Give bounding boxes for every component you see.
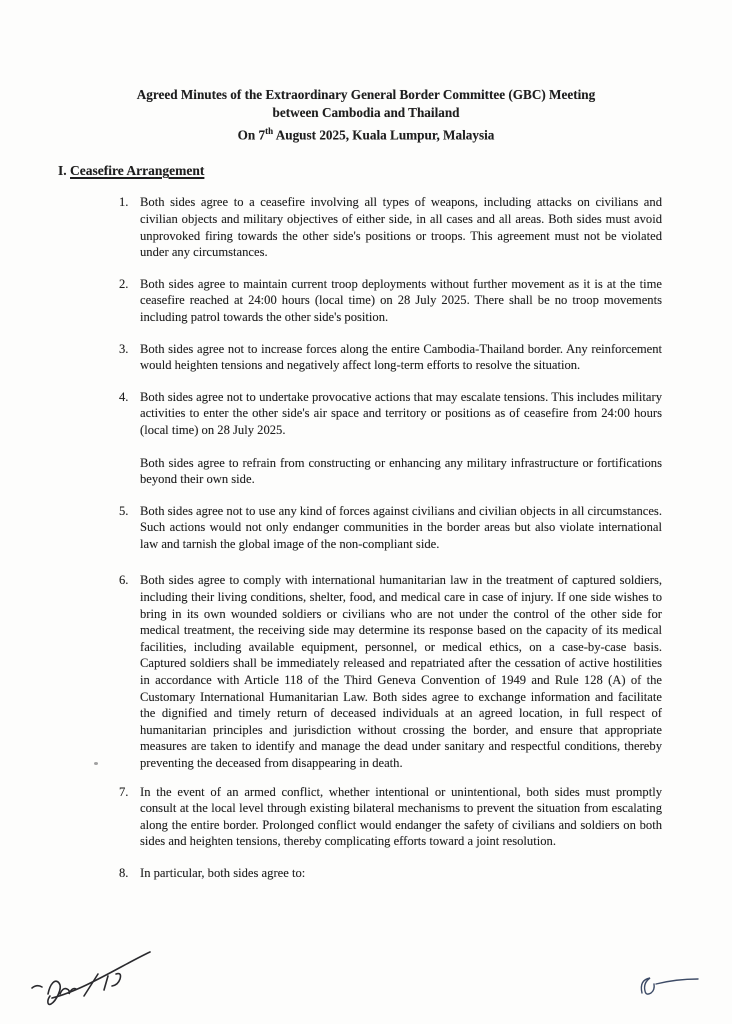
item-paragraph: Both sides agree not to undertake provocative actions that may escalate tensions. This includes military activities to enter the other side's air space and territory or positions as of ceasefire from 24:00 hours (local time) on 28 July 2025. xyxy=(140,389,662,437)
agreement-item-6 xyxy=(119,572,662,771)
item-number: 8. xyxy=(119,865,129,880)
agreement-item-4 xyxy=(119,389,662,488)
signature-right-icon xyxy=(628,970,702,1000)
section-number: I. xyxy=(58,163,67,179)
agreement-item-1 xyxy=(119,194,662,260)
item-number: 2. xyxy=(119,276,129,291)
signature-left-icon xyxy=(24,942,154,1008)
item-paragraph: Both sides agree to comply with international humanitarian law in the treatment of captured soldiers, including their living conditions, shelter, food, and medical care in case of injury. If one side wishes to bring in its own wounded soldiers or civilians who are not under the control of the other side for medical treatment, the receiving side may determine its response based on the capacity of its medical facilities, including available equipment, personnel, or medical ethics, on a case-by-case basis. Captured soldiers shall be immediately released and repatriated after the cessation of active hostilities in accordance with Article 118 of the Third Geneva Convention of 1949 and Rule 128 (A) of the Customary International Humanitarian Law. Both sides agree to exchange information and facilitate the dignified and timely return of deceased individuals at an agreed location, in full respect of humanitarian principles and jurisdiction without crossing the border, and ensure that appropriate measures are taken to identify and manage the dead under sanitary and respectful conditions, thereby preventing the deceased from disappearing in death. xyxy=(140,573,662,771)
title-date-line xyxy=(0,122,732,144)
scan-speck xyxy=(94,762,98,765)
item-paragraph: In particular, both sides agree to: xyxy=(140,865,306,880)
item-number: 4. xyxy=(119,389,129,404)
item-number: 6. xyxy=(119,573,129,588)
title-line-1: Agreed Minutes of the Extraordinary General Border Committee (GBC) Meeting xyxy=(136,87,596,102)
ceasefire-items-list xyxy=(119,194,662,881)
date-suffix: August 2025, Kuala Lumpur, Malaysia xyxy=(273,127,495,143)
item-paragraph: In the event of an armed conflict, whether intentional or unintentional, both sides must promptly consult at the local level through existing bilateral mechanisms to prevent the situation from escalating along the entire border. Prolonged conflict would endanger the safety of civilians and soldiers on both sides and heighten tensions, thereby complicating efforts toward a joint resolution. xyxy=(140,784,662,849)
section-title: Ceasefire Arrangement xyxy=(70,163,205,179)
item-paragraph: Both sides agree not to increase forces along the entire Cambodia-Thailand border. Any reinforcement would heighten tensions and negatively affect long-term efforts to resolve the situation. xyxy=(140,341,662,373)
item-paragraph: Both sides agree to maintain current troop deployments without further movement as it is at the time ceasefire reached at 24:00 hours (local time) on 28 July 2025. There shall be no troop movements including patrol towards the other side's position. xyxy=(140,276,662,324)
item-number: 7. xyxy=(119,784,129,799)
date-prefix: On 7 xyxy=(237,127,266,143)
item-number: 3. xyxy=(119,341,129,356)
document-title-block xyxy=(0,0,732,144)
item-number: 5. xyxy=(119,503,129,518)
agreement-item-3 xyxy=(119,341,662,374)
item-paragraph: Both sides agree not to use any kind of forces against civilians and civilian objects in all circumstances. Such actions would not only endanger communities in the border areas but also violate international law and tarnish the global image of the non-compliant side. xyxy=(140,503,662,551)
agreement-item-8 xyxy=(119,865,662,882)
agreement-item-7 xyxy=(119,784,662,850)
agreement-item-5 xyxy=(119,503,662,553)
item-number: 1. xyxy=(119,195,129,210)
date-ordinal-suffix: th xyxy=(265,126,274,136)
item-paragraph: Both sides agree to a ceasefire involving all types of weapons, including attacks on civilians and civilian objects and military objectives of either side, in all cases and all areas. Both sides must avoid unprovoked firing towards the other side's positions or troops. This agreement must not be violated under any circumstances. xyxy=(140,195,662,260)
item-paragraph: Both sides agree to refrain from constructing or enhancing any military infrastructure or fortifications beyond their own side. xyxy=(140,455,662,487)
title-line-2: between Cambodia and Thailand xyxy=(272,105,460,120)
agreement-item-2 xyxy=(119,276,662,326)
section-heading xyxy=(58,162,732,180)
